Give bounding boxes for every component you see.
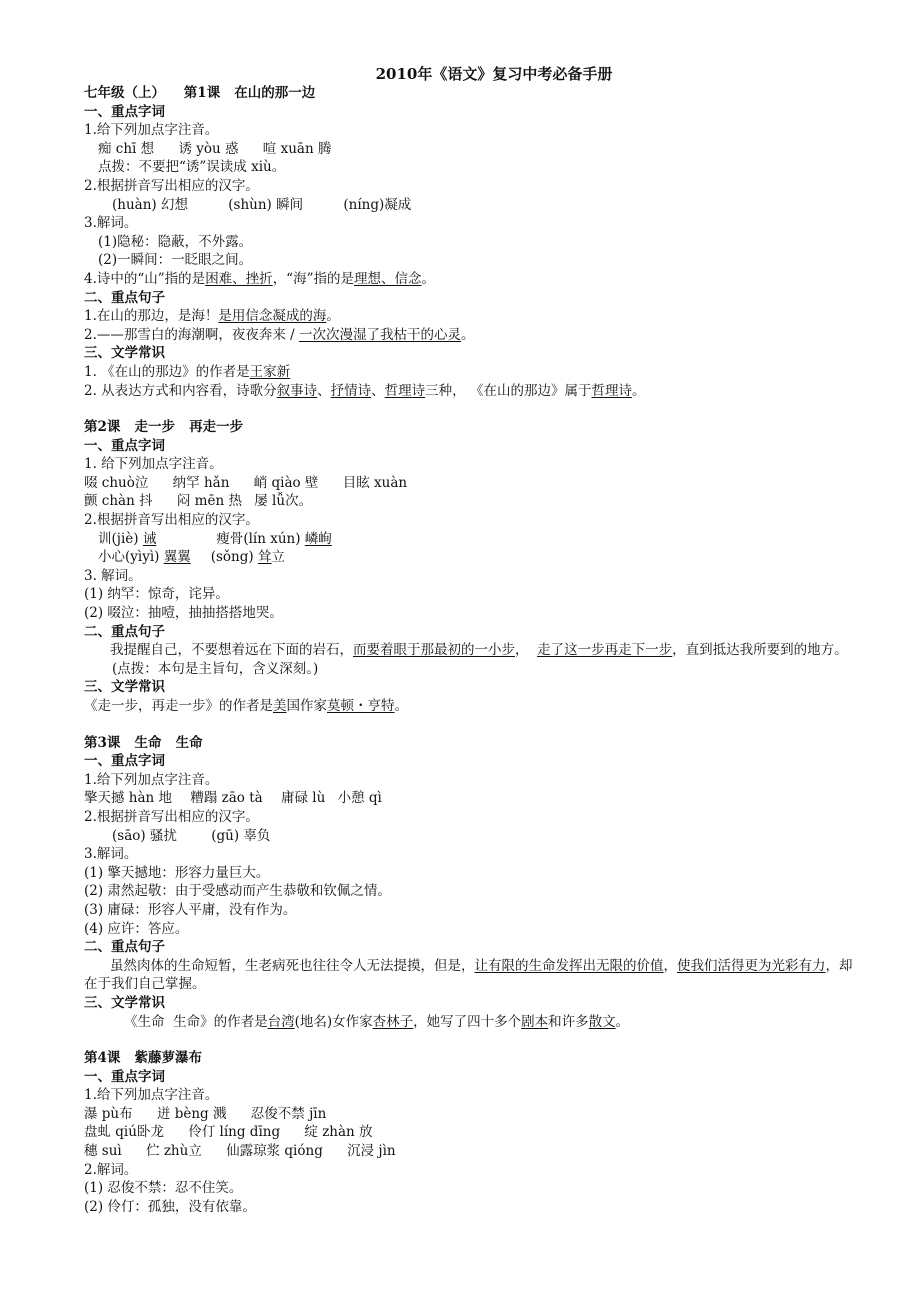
l4-q1-item: 迸 bèng 溅 <box>156 1105 227 1122</box>
answer-underlined: 叙事诗 <box>276 382 318 399</box>
text-span: 4.诗中的“山”指的是 <box>84 270 206 287</box>
text-span: 1.在山的那边，是海！ <box>84 308 219 325</box>
text-span: ，她写了四十多个 <box>413 1013 522 1030</box>
l4-q1-item: 伫 zhù立 <box>146 1143 202 1160</box>
text-span: (sǒng) <box>210 549 258 566</box>
answer-underlined: 一次次漫湿了我枯干的心灵 <box>299 326 462 343</box>
l3-q2-item: (gū) 辜负 <box>211 827 271 844</box>
answer-underlined: 理想、信念 <box>354 270 422 287</box>
l3-section-words: 一、重点字词 <box>84 753 165 770</box>
l4-q1: 1.给下列加点字注音。 <box>84 1087 219 1104</box>
l4-q1-item: 仙露琼浆 qióng <box>226 1143 323 1160</box>
text-span: 三种， 《在山的那边》属于 <box>425 382 592 399</box>
answer-underlined: 困难、挫折 <box>205 270 273 287</box>
text-span: 《走一步，再走一步》的作者是 <box>84 698 273 714</box>
l2-section-words: 一、重点字词 <box>84 437 165 454</box>
l2-q2-row2 <box>84 548 864 567</box>
l1-sentence-1 <box>84 307 864 326</box>
text-span: 、 <box>317 382 331 399</box>
l2-tip: (点拨：本句是主旨句，含义深刻。) <box>112 660 319 677</box>
answer-underlined: 走了这一步再走下一步 <box>537 642 673 659</box>
l1-section-literature: 三、文学常识 <box>84 345 165 362</box>
text-span: 和许多 <box>548 1013 589 1030</box>
l4-q1-item: 沉浸 jìn <box>347 1143 396 1160</box>
l1-q1-items <box>84 140 864 159</box>
l1-q1-item: 诱 yòu 惑 <box>178 140 239 157</box>
l2-q3: 3. 解词。 <box>84 567 142 584</box>
answer-underlined: 台湾 <box>267 1013 295 1030</box>
l1-q2-item: (huàn) 幻想 <box>112 196 188 213</box>
l2-section-literature: 三、文学常识 <box>84 679 165 696</box>
l1-section-sentences: 二、重点句子 <box>84 289 165 306</box>
l2-q1-item: 目眩 xuàn <box>342 474 408 491</box>
l3-section-literature: 三、文学常识 <box>84 994 165 1011</box>
text-span: ，直到抵达我所要到的地方。 <box>672 642 848 659</box>
l1-section-words: 一、重点字词 <box>84 103 165 120</box>
l3-q1-item: 擎天撼 hàn 地 <box>84 790 173 807</box>
l2-q2: 2.根据拼音写出相应的汉字。 <box>84 512 259 529</box>
answer-underlined: 翼翼 <box>163 549 191 566</box>
text-span: 我提醒自己，不要想着远在下面的岩石， <box>110 642 353 659</box>
l2-q1-item: 屡 lǚ次。 <box>254 493 313 510</box>
answer-underlined: 嶙峋 <box>304 530 332 547</box>
text-span: 立 <box>271 549 285 566</box>
text-span: 。 <box>326 308 340 325</box>
l4-q1-item: 绽 zhàn 放 <box>304 1124 373 1141</box>
text-span: 瘦骨(lín xún) <box>216 530 305 547</box>
answer-underlined: 而要着眼于那最初的一小步 <box>353 642 515 659</box>
l2-key-sentence <box>84 641 864 660</box>
text-span: 。 <box>461 326 475 343</box>
l1-q3: 3.解词。 <box>84 215 138 232</box>
answer-underlined: 剧本 <box>521 1013 549 1030</box>
l1-q3-item: (1)隐秘：隐蔽，不外露。 <box>98 233 253 250</box>
answer-underlined: 哲理诗 <box>591 382 632 399</box>
l1-q1-tip: 点拨：不要把“诱”误读成 xiù。 <box>98 159 286 176</box>
answer-underlined: 王家新 <box>249 363 291 380</box>
l3-q1-item: 糟蹋 zāo tà <box>190 790 263 807</box>
answer-underlined: 抒情诗 <box>330 382 372 399</box>
l3-q3-item: (2) 肃然起敬：由于受感动而产生恭敬和钦佩之情。 <box>84 883 391 900</box>
document-page <box>84 64 864 1216</box>
l4-q1-item: 盘虬 qiú卧龙 <box>84 1124 164 1141</box>
l4-section-words: 一、重点字词 <box>84 1068 165 1085</box>
l4-q1-row1 <box>84 1105 864 1124</box>
l3-q3-item: (4) 应许：答应。 <box>84 920 189 937</box>
l3-q1-items <box>84 789 864 808</box>
l2-q1-row1 <box>84 474 864 493</box>
l2-q1-item: 颤 chàn 抖 <box>84 493 153 510</box>
l2-header: 第2课 走一步 再走一步 <box>84 419 244 436</box>
grade-lesson-header: 七年级（上） 第1课 在山的那一边 <box>84 85 316 101</box>
l3-q2-items <box>84 827 864 846</box>
l3-q1: 1.给下列加点字注音。 <box>84 771 219 788</box>
l4-header: 第4课 紫藤萝瀑布 <box>84 1050 202 1067</box>
l3-key-sentence <box>84 957 864 994</box>
text-span: 1. 《在山的那边》的作者是 <box>84 363 250 380</box>
text-span: 国作家 <box>286 698 327 714</box>
l3-q3: 3.解词。 <box>84 846 138 863</box>
l1-lit-2 <box>84 382 864 401</box>
answer-underlined: 耸 <box>257 549 272 566</box>
text-span: 《生命 生命》的作者是 <box>124 1013 268 1030</box>
l4-q1-item: 伶仃 líng dīng <box>188 1124 281 1141</box>
text-span: 。 <box>631 382 646 399</box>
l4-q1-item: 瀑 pù布 <box>84 1105 133 1122</box>
l1-lit-1 <box>84 363 864 382</box>
l1-q1-item: 痴 chī 想 <box>98 140 155 157</box>
l1-q1: 1.给下列加点字注音。 <box>84 122 219 139</box>
l1-q1-item: 喧 xuān 腾 <box>262 140 332 157</box>
l1-q2-item: (shùn) 瞬间 <box>228 196 304 213</box>
answer-underlined: 哲理诗 <box>384 382 426 399</box>
doc-title: 2010年《语文》复习中考必备手册 <box>375 65 613 83</box>
answer-underlined: 杏林子 <box>372 1013 414 1030</box>
answer-underlined: 使我们活得更为光彩有力 <box>677 957 826 974</box>
l3-lit <box>84 1013 864 1032</box>
text-span: 小心(yìyì) <box>98 549 164 566</box>
text-span: (地名)女作家 <box>294 1013 373 1030</box>
answer-underlined: 莫顿・亨特 <box>327 698 395 714</box>
text-span: 2.——那雪白的海潮啊，夜夜奔来 / <box>84 326 300 343</box>
l3-q2-item: (sāo) 骚扰 <box>112 827 177 844</box>
l4-q2-item: (2) 伶仃：孤独，没有依靠。 <box>84 1198 256 1215</box>
l1-q2: 2.根据拼音写出相应的汉字。 <box>84 177 259 194</box>
l2-section-sentences: 二、重点句子 <box>84 623 165 640</box>
text-span: ，却在于我们自己掌握。 <box>84 957 853 993</box>
answer-underlined: 是用信念凝成的海 <box>218 308 327 325</box>
answer-underlined: 让有限的生命发挥出无限的价值 <box>474 957 664 974</box>
l1-q3-item: (2)一瞬间：一眨眼之间。 <box>98 252 253 269</box>
answer-underlined: 散文 <box>588 1013 616 1030</box>
answer-underlined: 美 <box>273 698 287 714</box>
l3-q3-item: (1) 擎天撼地：形容力量巨大。 <box>84 864 270 881</box>
l3-q2: 2.根据拼音写出相应的汉字。 <box>84 808 259 825</box>
l3-header: 第3课 生命 生命 <box>84 734 203 751</box>
l3-q1-item: 庸碌 lù <box>280 790 326 807</box>
l2-q1-item: 峭 qiào 壁 <box>253 474 319 491</box>
l2-q1-row2 <box>84 492 864 511</box>
l4-q2: 2.解词。 <box>84 1161 138 1178</box>
text-span: 虽然肉体的生命短暂，生老病死也往往令人无法提摸，但是， <box>110 957 475 974</box>
l4-q1-item: 穗 suì <box>84 1143 122 1160</box>
l4-q1-row2 <box>84 1123 864 1142</box>
l2-lit <box>84 697 864 716</box>
l3-q1-item: 小憩 qì <box>337 790 382 807</box>
answer-underlined: 诫 <box>142 530 157 547</box>
text-span: 训(jiè) <box>98 530 143 547</box>
l4-q1-item: 忍俊不禁 jīn <box>250 1105 327 1122</box>
text-span: ，“海”指的是 <box>272 270 354 287</box>
l2-q1-item: 啜 chuò泣 <box>84 474 149 491</box>
l1-q2-item: (níng)凝成 <box>343 196 412 213</box>
text-span: ， <box>515 642 538 659</box>
text-span: 。 <box>394 698 408 714</box>
l2-q1: 1. 给下列加点字注音。 <box>84 456 223 473</box>
l2-q3-item: (1) 纳罕：惊奇，诧异。 <box>84 586 229 603</box>
l2-q1-item: 纳罕 hǎn <box>172 474 230 491</box>
l1-sentence-2 <box>84 326 864 345</box>
l2-q2-row1 <box>84 530 864 549</box>
l4-q2-item: (1) 忍俊不禁：忍不住笑。 <box>84 1180 243 1197</box>
text-span: 、 <box>371 382 385 399</box>
l4-q1-row3 <box>84 1142 864 1161</box>
l2-q1-item: 闷 mēn 热 <box>176 493 242 510</box>
l2-q3-item: (2) 啜泣：抽噎，抽抽搭搭地哭。 <box>84 605 283 622</box>
l3-q3-item: (3) 庸碌：形容人平庸，没有作为。 <box>84 901 297 918</box>
text-span: 2. 从表达方式和内容看，诗歌分 <box>84 382 277 399</box>
l3-section-sentences: 二、重点句子 <box>84 939 165 956</box>
text-span: 。 <box>615 1013 630 1030</box>
text-span: 。 <box>421 270 435 287</box>
l1-q2-items <box>84 196 864 215</box>
l1-q4 <box>84 270 864 289</box>
text-span: ， <box>663 957 677 974</box>
